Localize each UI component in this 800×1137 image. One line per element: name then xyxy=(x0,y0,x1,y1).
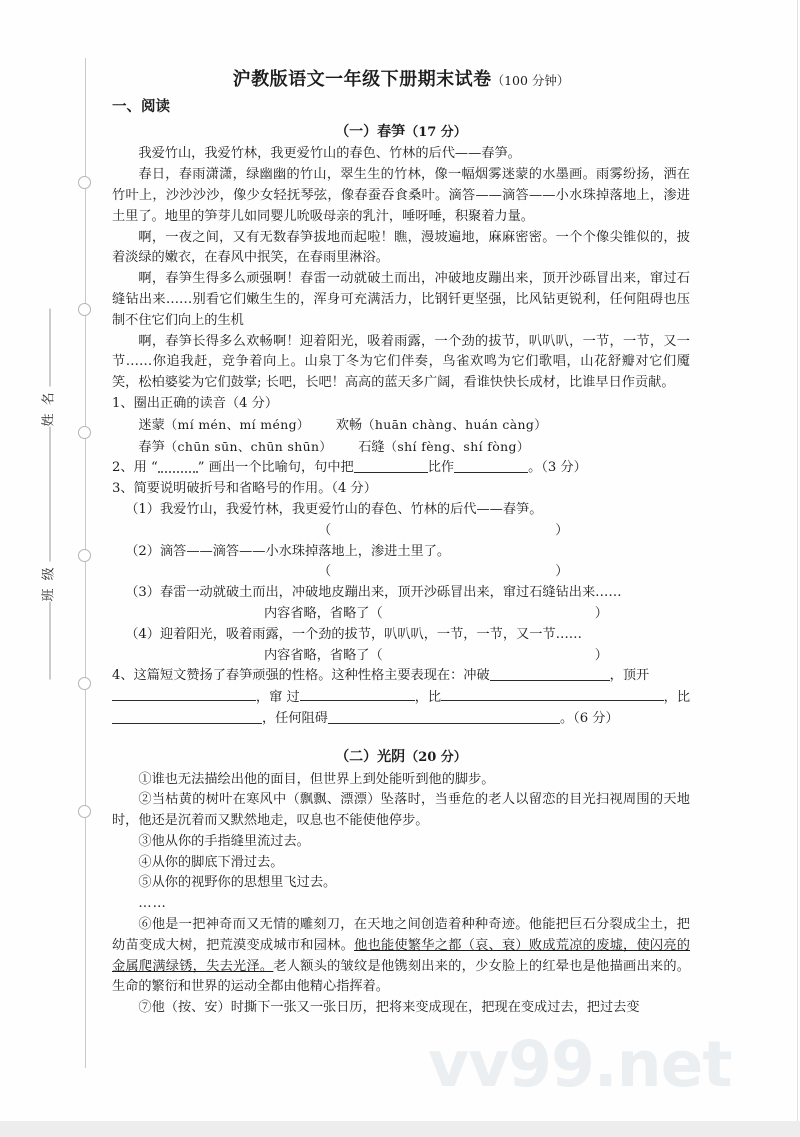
question-4-stem: 4、这篇短文赞扬了春笋顽强的性格。这种性格主要表现在：冲破 xyxy=(112,668,490,684)
question-2-mid: ” 画出一个比喻句，句中把 xyxy=(197,460,354,476)
para6-tail: 老人额头的皱纹是他镌刻出来的，少女脸上的红晕也是他描画出来的。生命的繁衍和世界的运动全都由他精心指挥着。 xyxy=(112,958,690,995)
pinyin-word: 迷蒙 xyxy=(138,417,165,433)
question-2-blank-a[interactable] xyxy=(354,459,428,473)
section-heading-reading: 一、阅读 xyxy=(112,97,170,115)
question-4-text: 窜 过 xyxy=(269,690,300,706)
para6-lead: ⑥他是一把神奇而又无情的雕刻刀，在天地之间创造着种种奇迹。他能把巨石分裂成尘土，把幼苗变成大树，把荒漠变成城市和园林。 xyxy=(112,917,690,953)
page-bottom-band xyxy=(0,1121,800,1137)
binding-hole xyxy=(78,805,91,818)
question-3-answer-slot[interactable] xyxy=(112,521,690,542)
binding-hole xyxy=(78,176,91,189)
student-name-rule xyxy=(50,308,51,386)
paren-close: ） xyxy=(555,522,569,538)
passage-one-paragraph: 啊，一夜之间，又有无数春笋拔地而起啦！瞧，漫坡遍地，麻麻密密。一个个像尖锥似的，披着淡绿的嫩衣，在春风中抿笑，在春雨里淋浴。 xyxy=(112,229,690,266)
pinyin-options[interactable]: （mí mén、mí méng） xyxy=(164,416,310,432)
question-4-text: ，顶开 xyxy=(609,668,650,684)
student-name-field[interactable] xyxy=(38,390,57,509)
passage-two-title: （二）光阴 xyxy=(335,748,406,765)
paren-open: （ xyxy=(318,522,332,538)
question-1-row[interactable] xyxy=(112,437,690,459)
question-3-item xyxy=(112,542,690,584)
student-class-rule xyxy=(50,483,51,561)
paren-close: ） xyxy=(555,564,569,580)
passage-two-paragraph-7: ⑦他（按、安）时撕下一张又一张日历，把将来变成现在，把现在变成过去，把过去变 xyxy=(138,1000,640,1016)
passage-two-points: （20 分） xyxy=(405,749,467,765)
question-3-answer-slot[interactable] xyxy=(112,562,690,583)
question-4-line xyxy=(112,687,690,709)
question-4-blank-6[interactable] xyxy=(328,710,560,724)
para6-underlined-sentence: 他也能使繁华之都（哀、衰）败成荒凉的废墟，使闪亮的金属爬满绿锈，失去光泽。 xyxy=(112,937,690,974)
question-4-text: 比 xyxy=(427,690,442,706)
answer-prefix: 内容省略，省略了（ xyxy=(264,605,383,621)
exam-duration: （100 分钟） xyxy=(491,73,570,88)
question-3-item-text: （4）迎着阳光，吸着雨露，一个劲的拔节，叭叭叭，一节，一节，又一节…… xyxy=(125,626,582,642)
question-3-answer-slot[interactable] xyxy=(112,646,690,667)
page-title xyxy=(112,70,690,92)
passage-one-title: （一）春笋 xyxy=(335,123,406,140)
pinyin-word: 石缝 xyxy=(358,439,385,455)
question-3-answer-slot[interactable] xyxy=(112,604,690,625)
question-4-text: 。（6 分） xyxy=(559,710,619,726)
passage-two-ellipsis: …… xyxy=(138,896,167,912)
question-2 xyxy=(112,458,690,479)
site-watermark: vv99.net xyxy=(428,1028,732,1101)
passage-two-paragraph: ④从你的脚底下滑过去。 xyxy=(138,854,284,870)
exam-title-text: 沪教版语文一年级下册期末试卷 xyxy=(232,69,492,90)
passage-two-paragraph: ③他从你的手指缝里流过去。 xyxy=(138,833,310,849)
question-3-item-text: （1）我爱竹山，我爱竹林，我更爱竹山的春色、竹林的后代——春笋。 xyxy=(125,501,543,517)
passage-two-paragraph-6 xyxy=(112,915,690,998)
question-3-item xyxy=(112,583,690,625)
question-4-blank-2[interactable] xyxy=(112,687,256,701)
binding-hole xyxy=(78,677,91,690)
answer-prefix: 内容省略，省略了（ xyxy=(264,647,383,663)
passage-one-paragraph: 啊，春笋生得多么顽强啊！春雷一动就破土而出，冲破地皮蹦出来，顶开沙砾冒出来，窜过石缝钻出来……别看它们嫩生生的，浑身可充满活力，比钢钎更坚强，比风钻更锐利，任何阻碍也压制不住它们向上的生机 xyxy=(112,271,690,328)
question-2-suffix: 。（3 分） xyxy=(528,460,587,476)
paren-close: ） xyxy=(594,647,608,663)
question-4-text: ， xyxy=(663,690,677,706)
question-4-blank-3[interactable] xyxy=(300,687,415,701)
passage-two-paragraph: ⑤从你的视野你的思想里飞过去。 xyxy=(138,875,337,891)
student-name-label: 姓 名 xyxy=(41,390,57,427)
passage-two-paragraph: ②当枯黄的树叶在寒风中（飘飘、漂漂）坠落时，当垂危的老人以留恋的目光扫视周围的天地时，他还是沉着而又默然地走，叹息也不能使他停步。 xyxy=(112,792,690,829)
question-1-stem: 1、圈出正确的读音（4 分） xyxy=(112,395,279,411)
exam-content xyxy=(112,70,690,1019)
wavy-underline-mark xyxy=(158,461,198,473)
passage-one-heading xyxy=(112,122,690,144)
question-1-row[interactable] xyxy=(112,415,690,437)
passage-one-points: （17 分） xyxy=(405,124,467,140)
question-3-item-text: （2）滴答——滴答——小水珠掉落地上，渗进土里了。 xyxy=(125,543,451,559)
question-2-blank-b[interactable] xyxy=(454,459,528,473)
passage-one-paragraph: 春日，春雨潇潇，绿幽幽的竹山，翠生生的竹林，像一幅烟雾迷蒙的水墨画。雨雾纷扬，洒在竹叶上，沙沙沙沙，像少女轻抚琴弦，像春蚕吞食桑叶。滴答——滴答——小水珠掉落地上，渗进土里了。地里的笋芽儿如同婴儿吮吸母亲的乳汁，唾呀唾，积聚着力量。 xyxy=(112,167,690,224)
question-4-text: ，任何阻碍 xyxy=(262,710,328,726)
question-3-item xyxy=(112,500,690,542)
question-3-stem: 3、简要说明破折号和省略号的作用。（4 分） xyxy=(112,481,377,497)
question-3-item xyxy=(112,625,690,667)
page-right-edge xyxy=(797,0,798,1137)
pinyin-word: 欢畅 xyxy=(335,417,363,433)
student-class-field[interactable] xyxy=(38,565,57,684)
pinyin-options[interactable]: （huān chàng、huán càng） xyxy=(362,416,548,432)
question-4-blank-1[interactable] xyxy=(490,667,610,681)
student-class-label: 班 级 xyxy=(41,565,57,602)
question-4-blank-4[interactable] xyxy=(441,687,664,701)
question-4-line xyxy=(112,666,690,687)
paren-open: （ xyxy=(318,564,332,580)
question-4-line xyxy=(112,709,690,730)
passage-one-paragraph: 啊，春笋长得多么欢畅啊！迎着阳光，吸着雨露，一个劲的拔节，叭叭叭，一节，一节，又一节……你追我赶，竞争着向上。山泉丁冬为它们伴奏，鸟雀欢鸣为它们歌唱，山花舒瓣对它们魇笑，松柏婆娑为它们鼓掌; 长吧，长吧！高高的蓝天多广阔，看谁快快长成材，比谁早日作贡献。 xyxy=(112,333,690,391)
question-4-text: ， xyxy=(255,690,270,706)
pinyin-options[interactable]: （chūn sūn、chūn shūn） xyxy=(164,438,333,454)
question-2-prefix: 2、用 “ xyxy=(112,460,158,476)
passage-two-heading xyxy=(112,747,690,769)
passage-two-paragraph: ①谁也无法描绘出他的面目，但世界上到处能听到他的脚步。 xyxy=(138,771,495,787)
binding-hole xyxy=(78,549,91,562)
question-4-text: ， xyxy=(414,690,428,706)
question-4-blank-5[interactable] xyxy=(112,710,262,724)
question-3-item-text: （3）春雷一动就破土而出，冲破地皮蹦出来，顶开沙砾冒出来，窜过石缝钻出来…… xyxy=(125,585,622,601)
paren-close: ） xyxy=(594,605,608,621)
passage-one-paragraph: 我爱竹山，我爱竹林，我更爱竹山的春色、竹林的后代——春笋。 xyxy=(138,146,521,162)
binding-rail xyxy=(85,58,86,1068)
question-4-text: 比 xyxy=(676,690,690,706)
pinyin-options[interactable]: （shí fèng、shí fòng） xyxy=(384,438,530,454)
binding-hole xyxy=(78,303,91,316)
binding-hole xyxy=(78,426,91,439)
question-2-mid2: 比作 xyxy=(427,460,455,476)
pinyin-word: 春笋 xyxy=(138,439,165,455)
student-class-rule xyxy=(50,602,51,680)
